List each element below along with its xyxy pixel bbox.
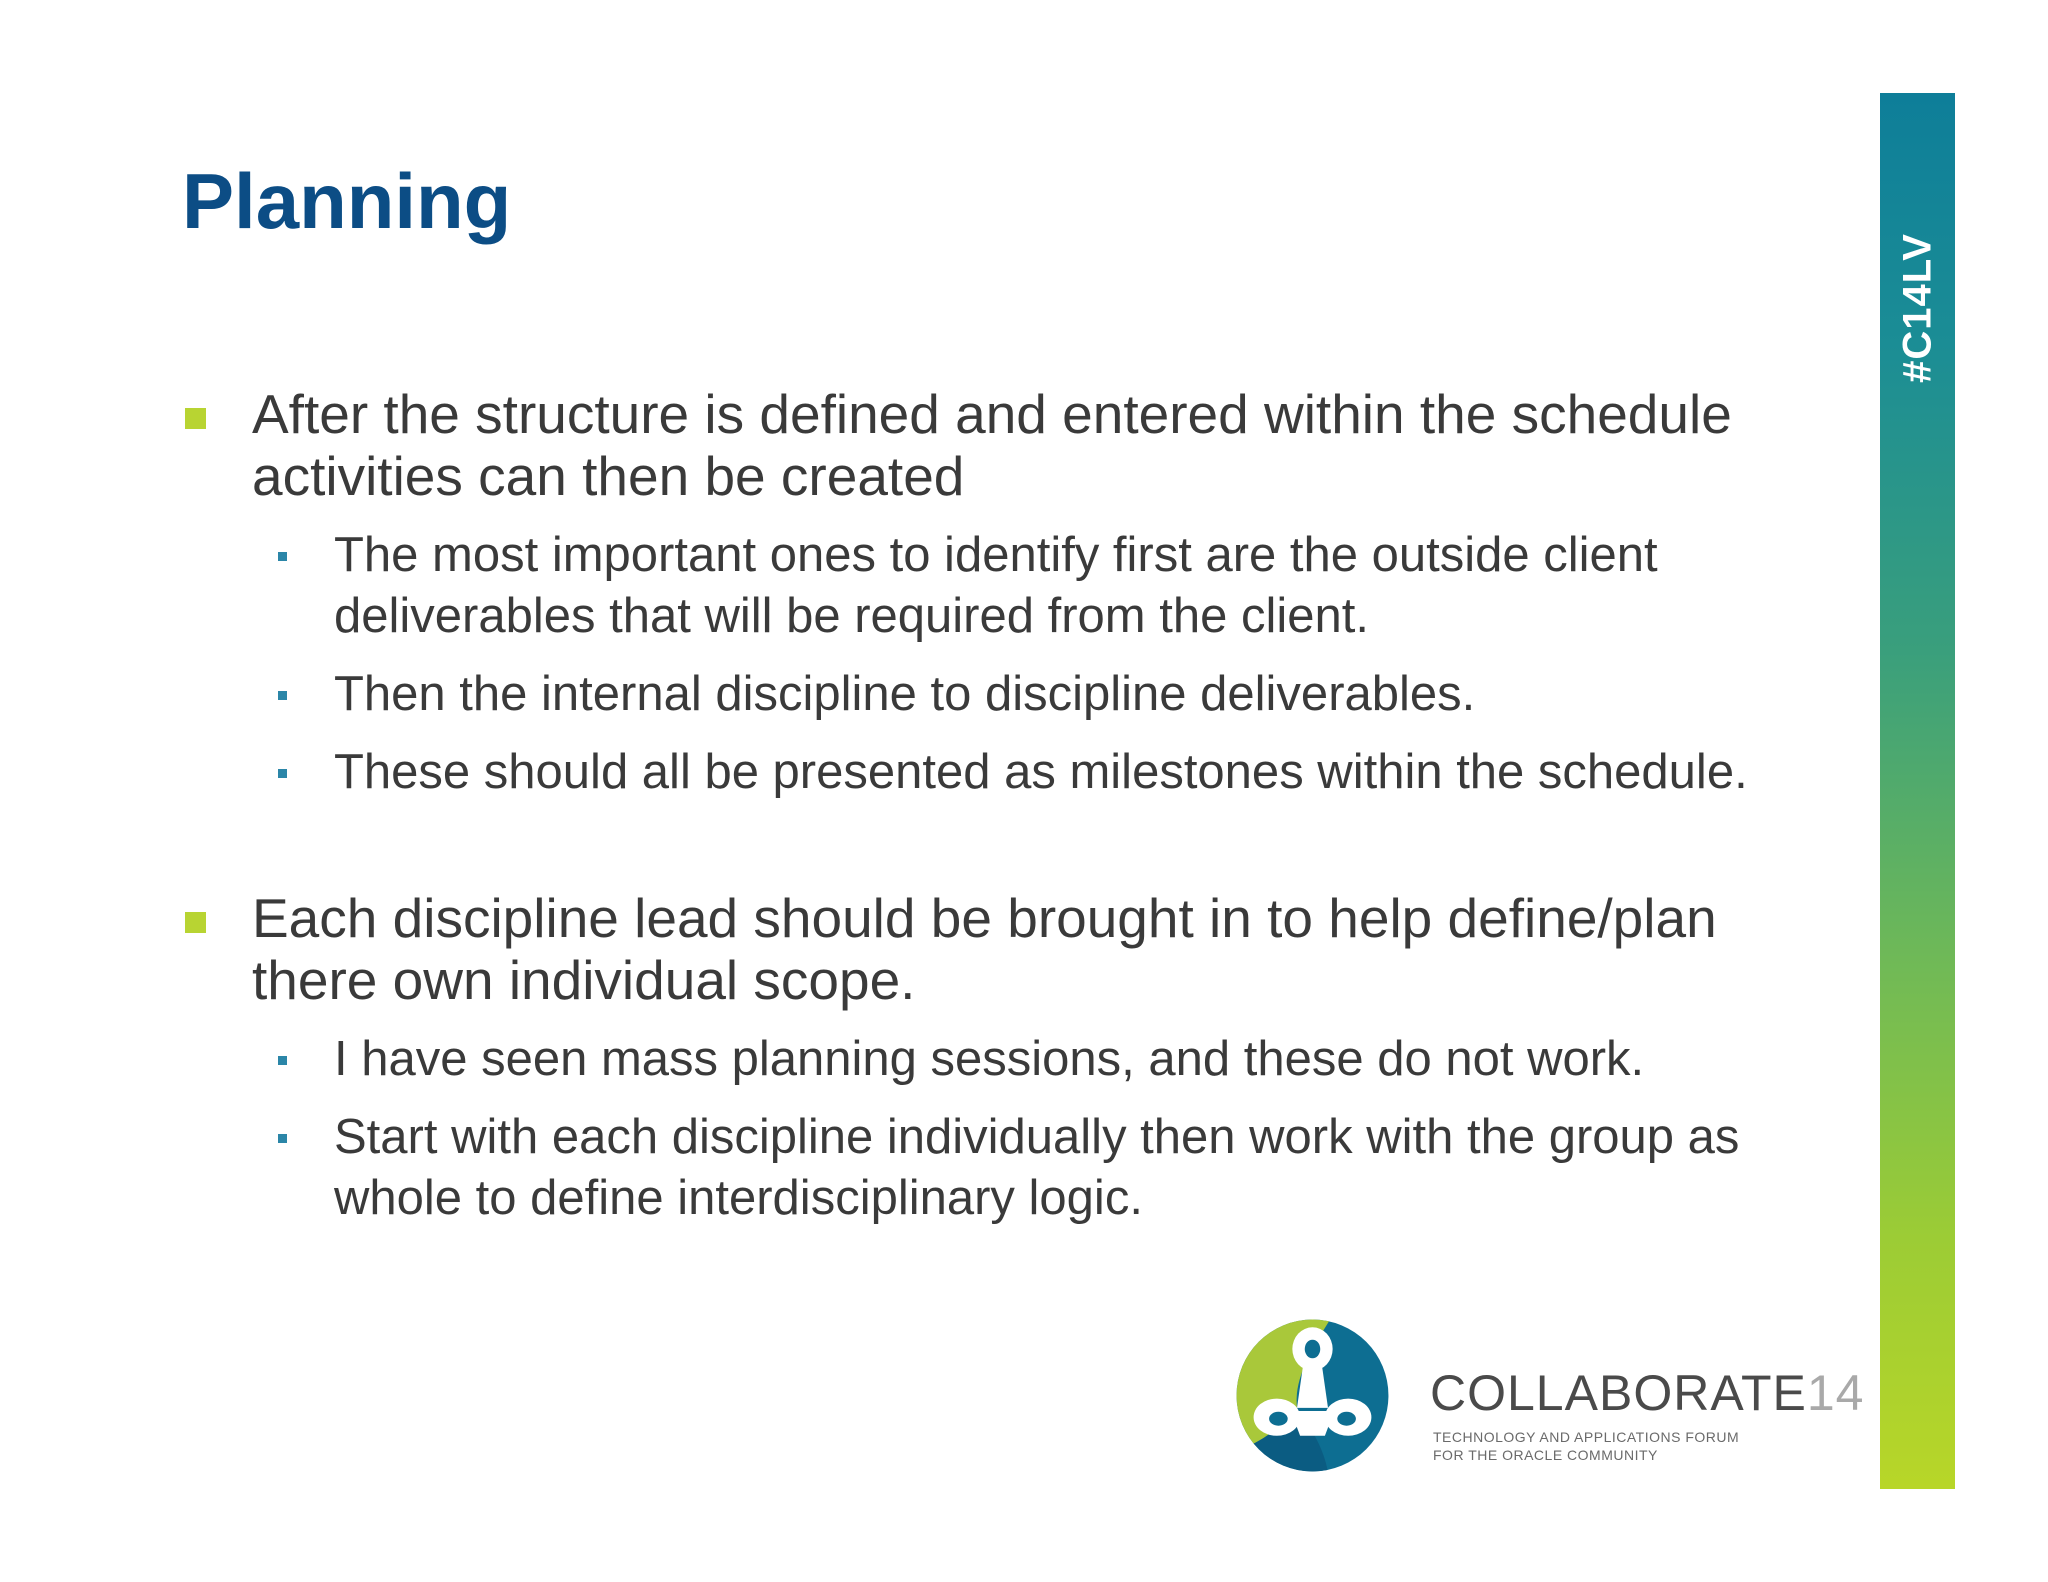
bullet-text: Each discipline lead should be brought in to help define/plan there own individual scope. — [252, 887, 1717, 1011]
slide-title: Planning — [182, 157, 512, 245]
blue-square-bullet-icon — [278, 552, 287, 561]
bullet-text: Start with each discipline individually then work with the group as whole to define interdisciplinary logic. — [334, 1110, 1740, 1225]
bullet-text: I have seen mass planning sessions, and these do not work. — [334, 1032, 1645, 1086]
blue-square-bullet-icon — [278, 1056, 287, 1065]
bullet-text: The most important ones to identify first are the outside client deliverables that will be required from the client. — [334, 528, 1658, 643]
tagline-line1: TECHNOLOGY AND APPLICATIONS FORUM — [1433, 1429, 1740, 1445]
slide-body — [182, 383, 1782, 1229]
bullet-level1 — [182, 383, 1782, 507]
bullet-level2 — [182, 1107, 1782, 1229]
bullet-level2 — [182, 664, 1782, 725]
bullet-level2 — [182, 525, 1782, 647]
bullet-level2 — [182, 742, 1782, 803]
bullet-level1 — [182, 887, 1782, 1011]
blue-square-bullet-icon — [278, 691, 287, 700]
brand-name: COLLABORATE — [1430, 1365, 1807, 1421]
bullet-text: These should all be presented as milestones within the schedule. — [334, 745, 1748, 799]
blue-square-bullet-icon — [278, 769, 287, 778]
brand-sidebar — [1880, 93, 1955, 1534]
green-square-bullet-icon — [185, 408, 206, 429]
green-square-bullet-icon — [185, 912, 206, 933]
collaborate-logo-icon — [1235, 1318, 1390, 1473]
event-hashtag: #C14LV — [1895, 233, 1939, 383]
tagline-line2: FOR THE ORACLE COMMUNITY — [1433, 1447, 1658, 1463]
bullet-text: Then the internal discipline to discipline deliverables. — [334, 667, 1476, 721]
brand-year: 14 — [1806, 1365, 1865, 1421]
blue-square-bullet-icon — [278, 1134, 287, 1143]
bullet-level2 — [182, 1029, 1782, 1090]
page-number: 13 — [1897, 1493, 1938, 1534]
brand-tagline — [1433, 1428, 1739, 1464]
bullet-text: After the structure is defined and entered within the schedule activities can then be created — [252, 383, 1732, 507]
brand-wordmark — [1430, 1365, 1865, 1421]
